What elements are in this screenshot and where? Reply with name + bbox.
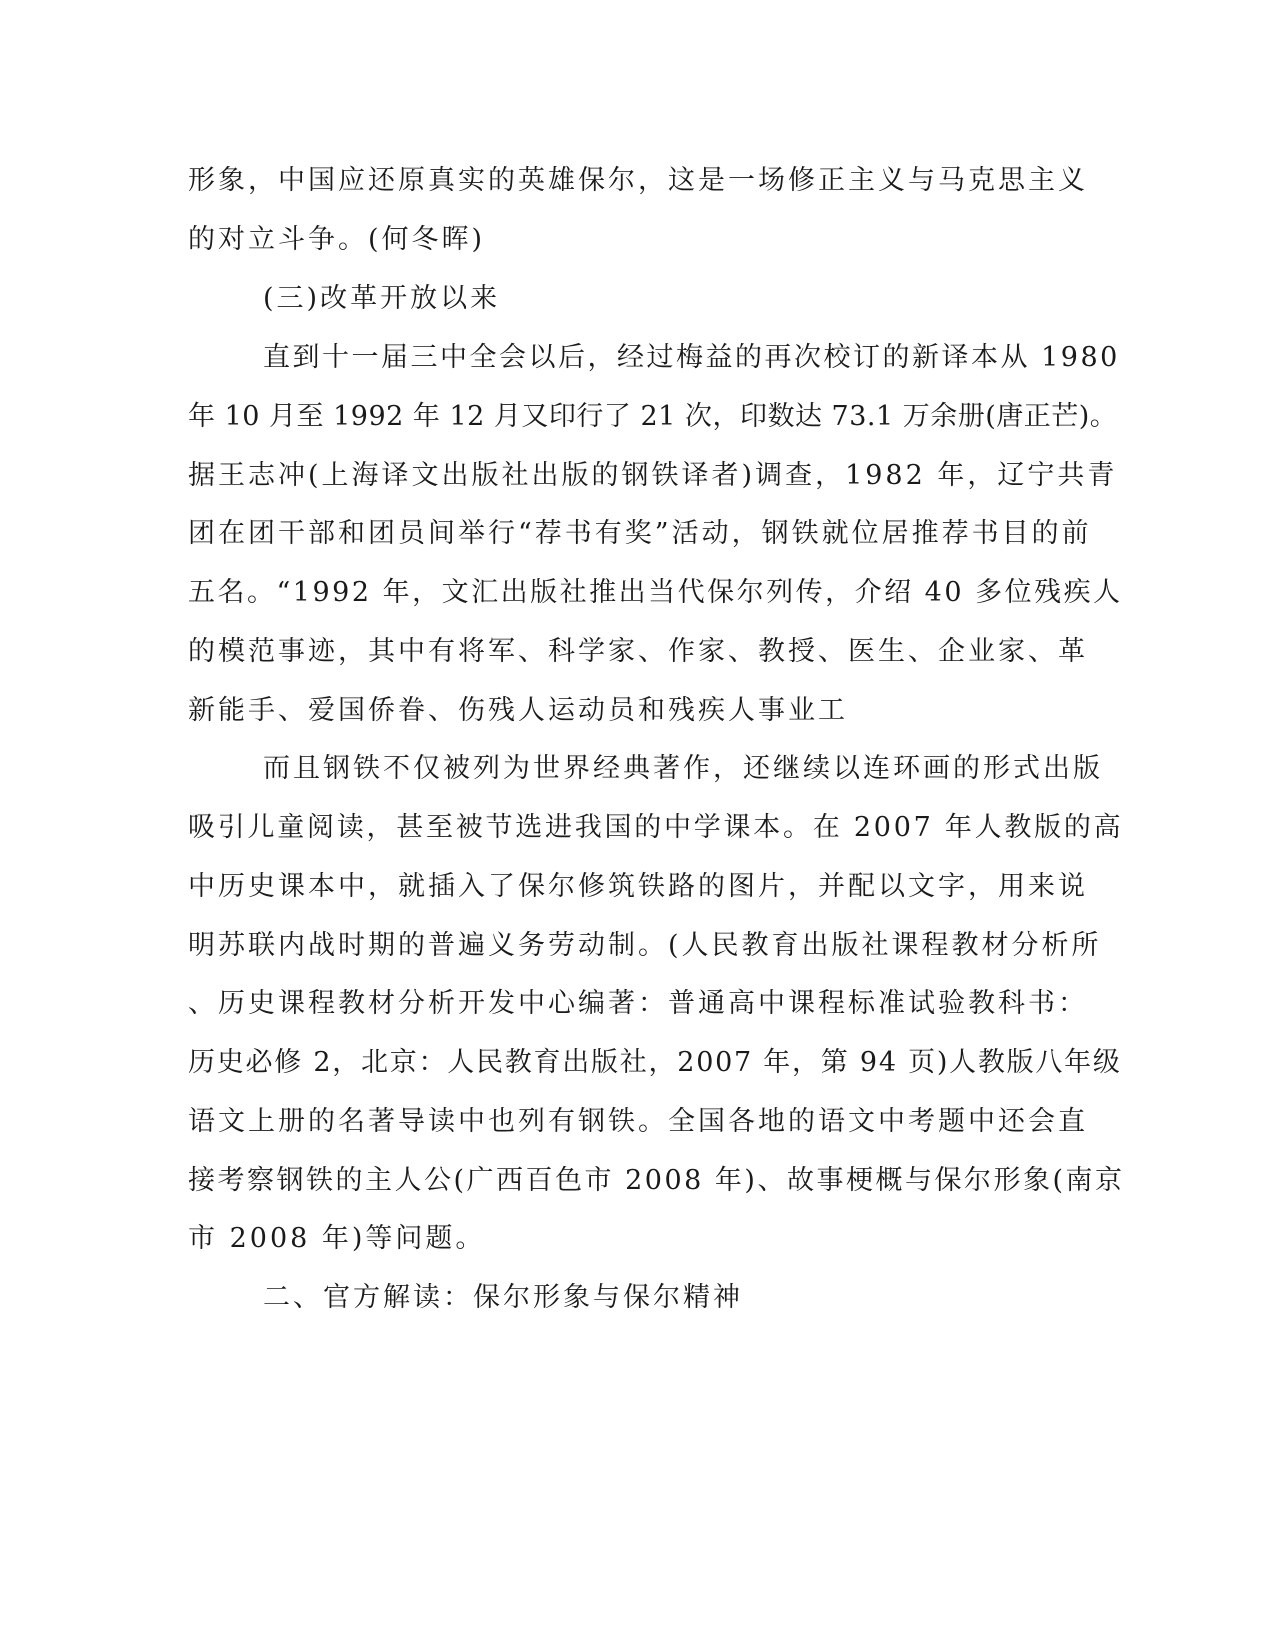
text-line: 市 2008 年)等问题。: [188, 1223, 486, 1254]
text-line: 吸引儿童阅读，甚至被节选进我国的中学课本。在 2007 年人教版的高: [188, 812, 1124, 843]
text-line: 的对立斗争。(何冬晖): [188, 224, 486, 255]
text-line: 、历史课程教材分析开发中心编著：普通高中课程标准试验教科书：: [188, 988, 1088, 1019]
section-heading: 二、官方解读：保尔形象与保尔精神: [263, 1282, 743, 1313]
text-line: 新能手、爱国侨眷、伤残人运动员和残疾人事业工: [188, 695, 848, 726]
text-line: 团在团干部和团员间举行“荐书有奖”活动，钢铁就位居推荐书目的前: [188, 518, 1092, 549]
text-line: 接考察钢铁的主人公(广西百色市 2008 年)、故事梗概与保尔形象(南京: [188, 1165, 1125, 1196]
text-line: 形象，中国应还原真实的英雄保尔，这是一场修正主义与马克思主义: [188, 165, 1088, 196]
text-line: 年 10 月至 1992 年 12 月又印行了 21 次，印数达 73.1 万余册(唐正芒)。: [188, 401, 1118, 432]
paragraph-first-line: 而且钢铁不仅被列为世界经典著作，还继续以连环画的形式出版: [263, 753, 1103, 784]
section-heading: (三)改革开放以来: [263, 283, 501, 314]
text-line: 明苏联内战时期的普遍义务劳动制。(人民教育出版社课程教材分析所: [188, 930, 1102, 961]
text-line: 的模范事迹，其中有将军、科学家、作家、教授、医生、企业家、革: [188, 636, 1088, 667]
paragraph-first-line: 直到十一届三中全会以后，经过梅益的再次校订的新译本从 1980: [263, 342, 1120, 373]
text-line: 中历史课本中，就插入了保尔修筑铁路的图片，并配以文字，用来说: [188, 871, 1088, 902]
text-line: 历史必修 2，北京：人民教育出版社，2007 年，第 94 页)人教版八年级: [188, 1047, 1122, 1078]
text-line: 据王志冲(上海译文出版社出版的钢铁译者)调查，1982 年，辽宁共青: [188, 460, 1118, 491]
text-line: 五名。“1992 年，文汇出版社推出当代保尔列传，介绍 40 多位残疾人: [188, 577, 1123, 608]
text-line: 语文上册的名著导读中也列有钢铁。全国各地的语文中考题中还会直: [188, 1106, 1088, 1137]
